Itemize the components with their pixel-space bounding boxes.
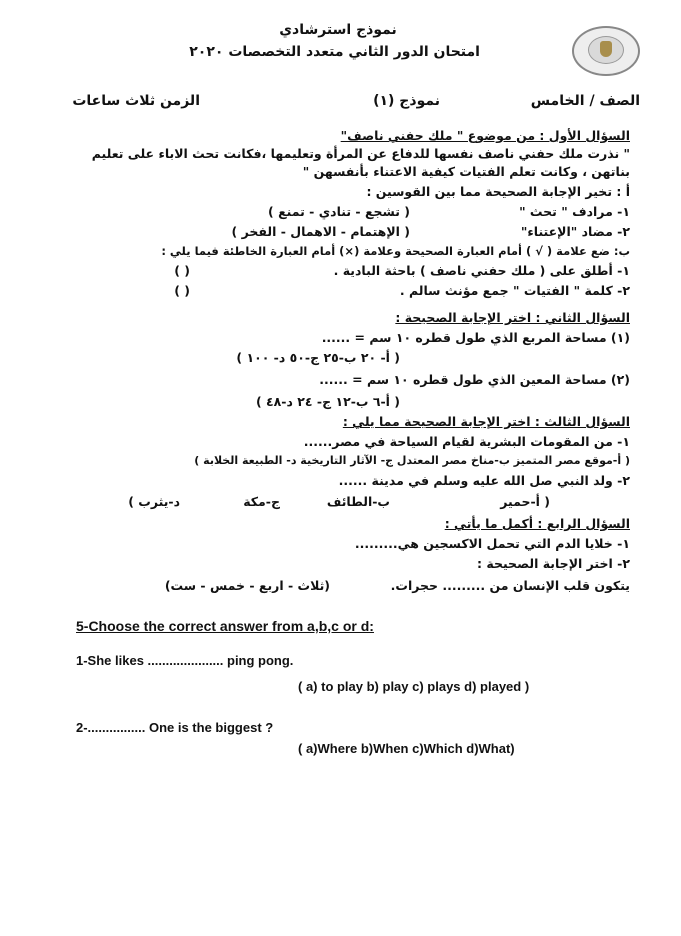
q1-b-item1: ١- أطلق على ( ملك حفني ناصف ) باحثة البادية . <box>333 263 630 278</box>
q1-passage-line2: بناتهن ، وكانت تعلم الفتيات كيفية الاعتناء بأنفسهن " <box>302 164 630 179</box>
q1-passage-line1: " نذرت ملك حفني ناصف نفسها للدفاع عن المرأة وتعليمها ،فكانت تحث الاباء على تعليم <box>91 146 630 161</box>
ministry-emblem-icon <box>572 26 640 76</box>
q1-a-item1-options: ( تشجع - تنادي - تمنع ) <box>268 204 410 219</box>
q3-title: السؤال الثالث : اختر الإجابة الصحيحة مما يلي : <box>342 414 630 429</box>
q3-item2-option-a: ( أ-حمير <box>500 494 550 509</box>
q2-item1-options: ( أ- ٢٠ ب-٢٥ ج-٥٠ د- ١٠٠ ) <box>236 350 400 365</box>
q2-item2: (٢) مساحة المعين الذي طول قطره ١٠ سم = ...... <box>319 372 630 387</box>
q1-title: السؤال الأول : من موضوع " ملك حفني ناصف" <box>340 128 630 143</box>
q3-item2-option-d: د-يثرب ) <box>128 494 180 509</box>
model-label: نموذج (١) <box>373 93 440 109</box>
q1-a-item2: ٢- مضاد "الإعتناء" <box>520 224 630 239</box>
q3-item1-options: ( أ-موقع مصر المتميز ب-مناخ مصر المعتدل ج- الآثار التاريخية د- الطبيعة الخلابة ) <box>194 454 630 467</box>
exam-subtitle: امتحان الدور الثاني متعدد التخصصات ٢٠٢٠ <box>189 44 480 60</box>
q5-item1: 1-She likes ..................... ping pong. <box>76 653 294 668</box>
q4-item1: ١- خلايا الدم التي تحمل الاكسجين هي......... <box>354 536 630 551</box>
q2-item1: (١) مساحة المربع الذي طول قطره ١٠ سم = ...... <box>321 330 630 345</box>
q3-item2-option-c: ج-مكة <box>243 494 280 509</box>
q4-title: السؤال الرابع : أكمل ما يأتي : <box>444 516 630 531</box>
q4-item2: ٢- اختر الإجابة الصحيحة : <box>477 556 630 571</box>
q5-item2-options: ( a)Where b)When c)Which d)What) <box>298 741 515 756</box>
exam-title: نموذج استرشادي <box>279 22 397 38</box>
q1-part-a-title: أ : تخير الإجابة الصحيحة مما بين القوسين : <box>366 184 630 199</box>
time-label: الزمن ثلاث ساعات <box>72 93 200 109</box>
q2-title: السؤال الثاني : اختر الإجابة الصحيحة : <box>395 310 630 325</box>
q3-item2-option-b: ب-الطائف <box>326 494 390 509</box>
eagle-icon <box>600 41 612 57</box>
grade-label: الصف / الخامس <box>530 93 640 109</box>
q1-b-item1-answer-box[interactable]: ( ) <box>174 263 190 278</box>
q1-part-b-title: ب: ضع علامة ( √ ) أمام العبارة الصحيحة وعلامة (×) أمام العبارة الخاطئة فيما يلي : <box>161 244 630 258</box>
q4-item3: يتكون قلب الإنسان من ......... حجرات. <box>390 578 630 593</box>
q5-item2: 2-................ One is the biggest ? <box>76 720 274 735</box>
q1-a-item2-options: ( الإهتمام - الاهمال - الفخر ) <box>231 224 410 239</box>
q5-item1-options: ( a) to play b) play c) plays d) played ) <box>298 679 530 694</box>
q1-b-item2: ٢- كلمة " الفتيات " جمع مؤنث سالم . <box>399 283 630 298</box>
q1-b-item2-answer-box[interactable]: ( ) <box>174 283 190 298</box>
q5-title: 5-Choose the correct answer from a,b,c or d: <box>76 618 374 634</box>
q1-a-item1: ١- مرادف " تحث " <box>519 204 630 219</box>
q3-item2: ٢- ولد النبي صل الله عليه وسلم في مدينة ...... <box>338 473 630 488</box>
q3-item1: ١- من المقومات البشرية لقيام السياحة في مصر...... <box>303 434 630 449</box>
q4-item3-options: (ثلاث - اربع - خمس - ست) <box>164 578 330 593</box>
q2-item2-options: ( أ-٦ ب-١٢ ج- ٢٤ د-٤٨ ) <box>255 394 400 409</box>
